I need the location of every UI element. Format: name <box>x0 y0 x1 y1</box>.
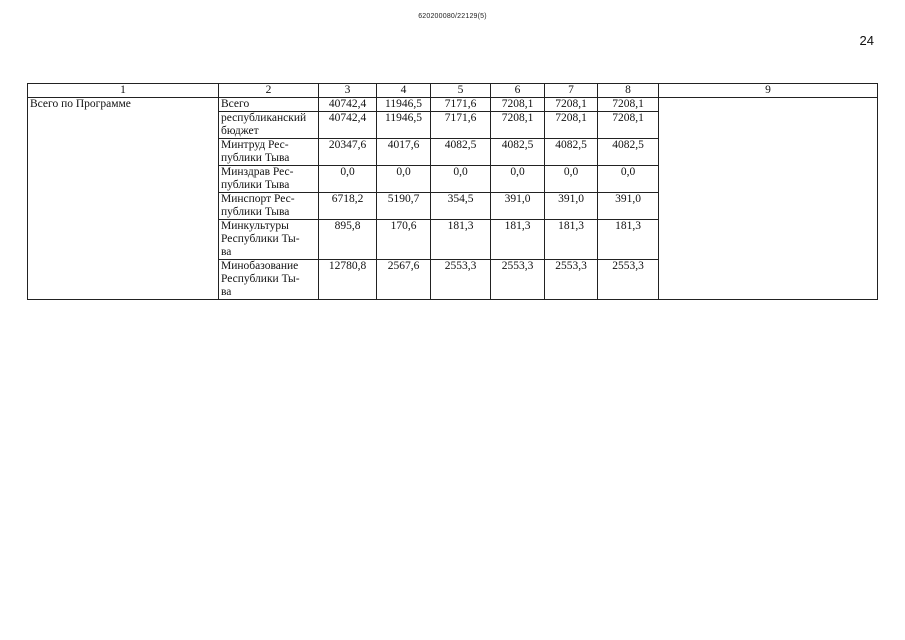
value-cell-col-6: 2553,3 <box>491 260 545 300</box>
column-header-6: 6 <box>491 84 545 98</box>
page-number: 24 <box>859 33 874 48</box>
funding-source-line: ва <box>221 286 232 298</box>
value-cell-col-8: 7208,1 <box>598 112 659 139</box>
value-cell-col-3: 895,8 <box>319 220 377 260</box>
funding-source-cell <box>219 98 319 112</box>
budget-table <box>27 83 878 300</box>
value-cell-col-7: 7208,1 <box>545 112 598 139</box>
column-header-1: 1 <box>28 84 219 98</box>
value-cell-col-8: 7208,1 <box>598 98 659 112</box>
funding-source-line: Всего <box>221 98 250 110</box>
funding-source-cell <box>219 112 319 139</box>
column-header-3: 3 <box>319 84 377 98</box>
column-header-8: 8 <box>598 84 659 98</box>
funding-source-line: Республики Ты- <box>221 233 300 245</box>
column-number-row <box>28 84 878 98</box>
value-cell-col-7: 7208,1 <box>545 98 598 112</box>
value-cell-col-7: 181,3 <box>545 220 598 260</box>
value-cell-col-3: 40742,4 <box>319 112 377 139</box>
value-cell-col-5: 354,5 <box>431 193 491 220</box>
value-cell-col-4: 170,6 <box>377 220 431 260</box>
value-cell-col-7: 4082,5 <box>545 139 598 166</box>
funding-source-cell <box>219 139 319 166</box>
funding-source-line: Республики Ты- <box>221 273 300 285</box>
value-cell-col-8: 4082,5 <box>598 139 659 166</box>
value-cell-col-3: 20347,6 <box>319 139 377 166</box>
value-cell-col-7: 0,0 <box>545 166 598 193</box>
value-cell-col-8: 181,3 <box>598 220 659 260</box>
value-cell-col-6: 7208,1 <box>491 112 545 139</box>
funding-source-line: Минздрав Рес- <box>221 166 294 178</box>
value-cell-col-6: 391,0 <box>491 193 545 220</box>
value-cell-col-5: 4082,5 <box>431 139 491 166</box>
value-cell-col-4: 5190,7 <box>377 193 431 220</box>
value-cell-col-3: 12780,8 <box>319 260 377 300</box>
table-header <box>28 84 878 98</box>
column-9-cell <box>659 98 878 300</box>
funding-source-cell <box>219 260 319 300</box>
column-header-4: 4 <box>377 84 431 98</box>
table-row <box>28 98 878 112</box>
funding-source-line: бюджет <box>221 125 259 137</box>
value-cell-col-7: 2553,3 <box>545 260 598 300</box>
value-cell-col-7: 391,0 <box>545 193 598 220</box>
column-header-7: 7 <box>545 84 598 98</box>
value-cell-col-4: 11946,5 <box>377 98 431 112</box>
funding-source-cell <box>219 193 319 220</box>
value-cell-col-8: 2553,3 <box>598 260 659 300</box>
funding-source-cell <box>219 220 319 260</box>
value-cell-col-4: 2567,6 <box>377 260 431 300</box>
funding-source-line: республиканский <box>221 112 307 124</box>
column-header-9: 9 <box>659 84 878 98</box>
funding-source-line: Минкультуры <box>221 220 289 232</box>
value-cell-col-8: 0,0 <box>598 166 659 193</box>
funding-source-line: публики Тыва <box>221 179 290 191</box>
funding-source-line: публики Тыва <box>221 152 290 164</box>
value-cell-col-5: 181,3 <box>431 220 491 260</box>
value-cell-col-5: 0,0 <box>431 166 491 193</box>
value-cell-col-4: 4017,6 <box>377 139 431 166</box>
value-cell-col-6: 7208,1 <box>491 98 545 112</box>
column-header-2: 2 <box>219 84 319 98</box>
funding-source-cell <box>219 166 319 193</box>
value-cell-col-8: 391,0 <box>598 193 659 220</box>
value-cell-col-3: 40742,4 <box>319 98 377 112</box>
table-body <box>28 98 878 300</box>
funding-source-line: Минобазование <box>221 260 299 272</box>
value-cell-col-3: 6718,2 <box>319 193 377 220</box>
value-cell-col-4: 11946,5 <box>377 112 431 139</box>
value-cell-col-6: 0,0 <box>491 166 545 193</box>
program-total-label: Всего по Программе <box>28 98 219 300</box>
value-cell-col-6: 181,3 <box>491 220 545 260</box>
value-cell-col-6: 4082,5 <box>491 139 545 166</box>
value-cell-col-3: 0,0 <box>319 166 377 193</box>
value-cell-col-5: 7171,6 <box>431 112 491 139</box>
funding-source-line: Минтруд Рес- <box>221 139 289 151</box>
value-cell-col-5: 2553,3 <box>431 260 491 300</box>
funding-source-line: публики Тыва <box>221 206 290 218</box>
funding-source-line: ва <box>221 246 232 258</box>
funding-source-line: Минспорт Рес- <box>221 193 295 205</box>
value-cell-col-4: 0,0 <box>377 166 431 193</box>
document-code: 620200080/22129(5) <box>418 13 487 20</box>
value-cell-col-5: 7171,6 <box>431 98 491 112</box>
column-header-5: 5 <box>431 84 491 98</box>
